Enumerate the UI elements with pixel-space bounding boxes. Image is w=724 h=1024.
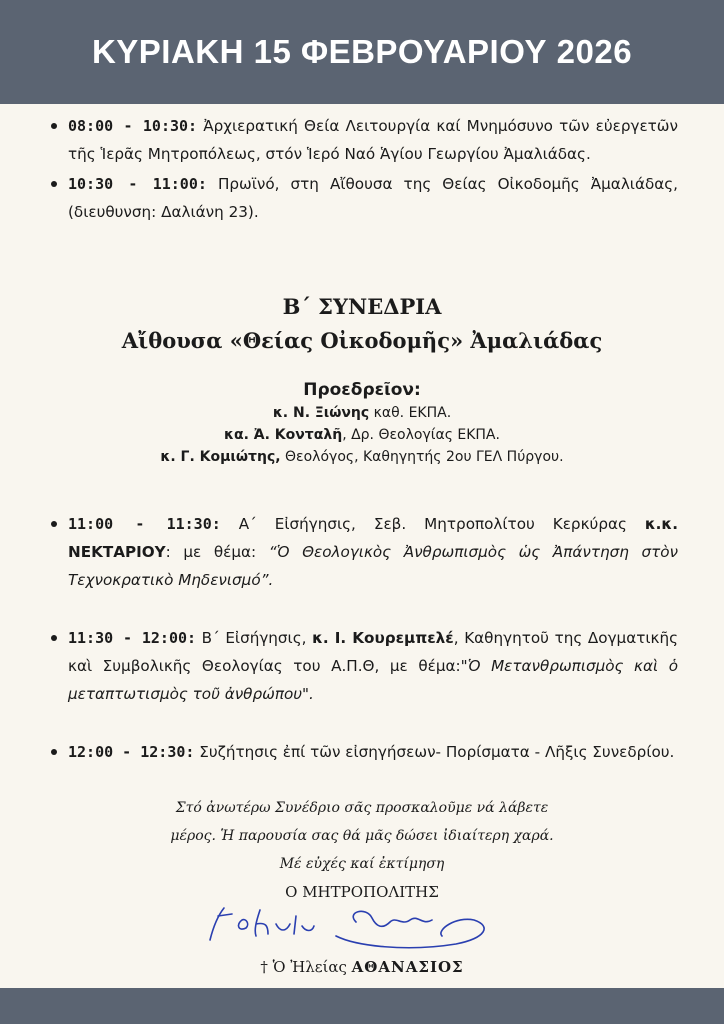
talk-time: 11:30 - 12:00: (68, 629, 197, 647)
chair-member (0, 424, 724, 446)
chair-role: , Δρ. Θεολογίας ΕΚΠΑ. (342, 427, 500, 443)
morning-schedule (0, 112, 724, 226)
talk-topic: "Ὁ Μετανθρωπισμὸς καὶ ὁ μεταπτωτισμὸς τοῦ ἀνθρώπου". (68, 657, 679, 703)
header-band (0, 0, 724, 104)
talk-time: 11:00 - 11:30: (68, 515, 221, 533)
chair-member (0, 402, 724, 424)
talk-speaker: κ. Ι. Κουρεμπελέ (312, 629, 454, 647)
closing-line: μέρος. Ἡ παρουσία σας θά μᾶς δώσει ἰδιαίτερη χαρά. (170, 828, 554, 844)
talk-item (68, 738, 678, 766)
chair-name: κ. Ν. Ξιώνης (272, 405, 370, 421)
schedule-time: 10:30 - 11:00: (68, 175, 207, 193)
talk-intro: Α΄ Εἰσήγησις, Σεβ. Μητροπολίτου Κερκύρας (220, 515, 645, 533)
talks-schedule (0, 510, 724, 766)
footer-band (0, 988, 724, 1024)
schedule-item (68, 170, 678, 226)
talk-time: 12:00 - 12:30: (68, 743, 195, 761)
chair-role: Θεολόγος, Καθηγητής 2ου ΓΕΛ Πύργου. (280, 449, 564, 465)
closing-block (0, 794, 724, 906)
schedule-time: 08:00 - 10:30: (68, 117, 198, 135)
talk-speaker: κ.κ. ΝΕΚΤΑΡΙΟΥ (68, 515, 678, 561)
closing-title: Ο ΜΗΤΡΟΠΟΛΙΤΗΣ (285, 883, 439, 901)
talk-text: Συζήτησις ἐπί τῶν εἰσηγήσεων- Πορίσματα - Λῆξις Συνεδρίου. (194, 743, 675, 761)
schedule-text: Ἀρχιερατική Θεία Λειτουργία καί Μνημόσυνο τῶν εὐεργετῶν τῆς Ἱερᾶς Μητροπόλεως, στόν Ἱερό Ναό Ἁγίου Γεωργίου Ἀμαλιάδας. (68, 117, 679, 163)
chair-role: καθ. ΕΚΠΑ. (369, 405, 452, 421)
handwritten-signature (206, 896, 496, 964)
talk-mid: , Καθηγητοῦ της Δογματικῆς καὶ Συμβολικῆς Θεολογίας του Α.Π.Θ, με θέμα: (68, 629, 679, 675)
talk-intro: Β΄ Εἰσήγησις, (196, 629, 313, 647)
chair-name: κ. Γ. Κομιώτης, (160, 449, 281, 465)
talk-item (68, 510, 678, 594)
signer-name: ΑΘΑΝΑΣΙΟΣ (351, 958, 464, 976)
chair-name: κα. Ἀ. Κονταλῆ (224, 427, 343, 443)
chairs-label: Προεδρεῖον: (303, 380, 421, 400)
talk-topic: “Ὁ Θεολογικὸς Ἀνθρωπισμὸς ὡς Ἀπάντηση στὸν Τεχνοκρατικὸ Μηδενισμό”. (68, 543, 678, 589)
closing-line: Στό ἀνωτέρω Συνέδριο σᾶς προσκαλοῦμε νά λάβετε (175, 800, 549, 816)
session-venue: Αἴθουσα «Θείας Οἰκοδομῆς» Ἀμαλιάδας (121, 328, 603, 353)
signer-line (0, 958, 724, 976)
page-title: ΚΥΡΙΑΚΗ 15 ΦΕΒΡΟΥΑΡΙΟΥ 2026 (91, 33, 633, 70)
schedule-item (68, 112, 678, 168)
signer-prefix: † Ὁ Ἠλείας (260, 958, 352, 976)
chairs-block (0, 378, 724, 468)
schedule-text: Πρωϊνό, στη Αἴθουσα της Θείας Οἰκοδομῆς Ἀμαλιάδας, (διευθυνση: Δαλιάνη 23). (68, 175, 678, 221)
closing-line: Μέ εὐχές καί ἐκτίμηση (279, 856, 445, 872)
session-title: Β΄ ΣΥΝΕΔΡΙΑ (282, 294, 442, 319)
talk-item (68, 624, 678, 708)
talk-mid: : με θέμα: (165, 543, 269, 561)
chair-member (0, 446, 724, 468)
